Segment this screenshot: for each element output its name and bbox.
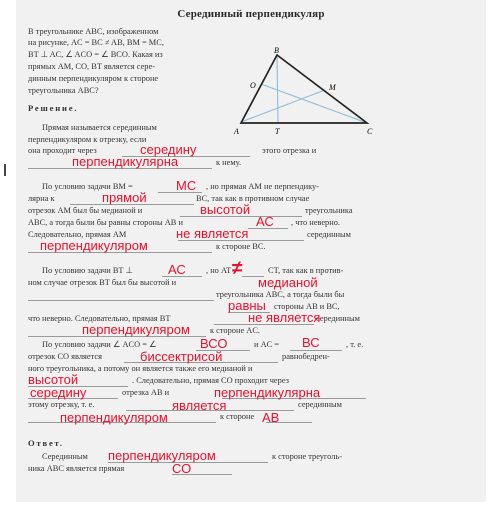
- label-m: M: [329, 83, 336, 92]
- solution-heading: Решение.: [28, 103, 79, 113]
- handwritten-answer: перпендикуляром: [82, 322, 190, 337]
- text-line: ника ABC является прямая: [28, 464, 125, 473]
- handwritten-answer: не является: [248, 310, 321, 325]
- text-line: этого отрезка и: [262, 146, 317, 155]
- text-line: лярна к: [28, 194, 55, 203]
- text-line: серединным: [307, 230, 351, 239]
- label-t: T: [275, 127, 280, 136]
- handwritten-answer: АВ: [262, 410, 280, 425]
- handwritten-answer: середину: [140, 142, 197, 157]
- handwritten-answer: ВС: [302, 335, 320, 350]
- text-line: отрезок CO является: [28, 352, 102, 361]
- text-line: что неверно. Следовательно, прямая BT: [28, 314, 171, 323]
- answer-heading: Ответ.: [28, 438, 64, 448]
- text-line: треугольника ABC, а тогда были бы: [216, 290, 345, 299]
- label-c: C: [367, 127, 373, 136]
- handwritten-answer: перпендикуляром: [40, 238, 148, 253]
- text-line: к стороне треуголь-: [272, 452, 343, 461]
- handwritten-answer: АС: [256, 214, 274, 229]
- handwritten-answer: равны: [228, 298, 266, 313]
- text-line: к нему.: [216, 158, 242, 167]
- text-line: равнобедрен-: [282, 352, 330, 361]
- text-line: ном случае отрезок BT был бы высотой и: [28, 278, 177, 287]
- triangle-abc: [241, 55, 367, 123]
- text-line: серединным: [298, 400, 342, 409]
- text-line: Серединным: [42, 452, 88, 461]
- text-line: . Следовательно, прямая CO проходит через: [132, 376, 289, 385]
- text-line: CT, так как в против-: [268, 266, 344, 275]
- textbook-page: [16, 0, 486, 502]
- handwritten-answer: ≠: [232, 258, 243, 279]
- handwritten-answer: перпендикулярна: [72, 154, 179, 169]
- text-line: По условию задачи BT ⊥: [42, 266, 133, 275]
- label-b: B: [274, 46, 279, 55]
- altitude-bt: [277, 55, 278, 123]
- handwritten-answer: не является: [176, 226, 249, 241]
- text-line: этому отрезку, т. е.: [28, 400, 95, 409]
- text-line: , но прямая AM не перпендику-: [206, 182, 319, 191]
- text-line: стороны AB и BC,: [274, 302, 340, 311]
- text-line: перпендикуляром к отрезку, если: [28, 135, 147, 144]
- problem-line: В треугольнике ABC, изображенном: [28, 27, 159, 36]
- text-line: BC, так как в противном случае: [196, 194, 310, 203]
- handwritten-answer: прямой: [102, 190, 147, 205]
- text-line: ABC, а тогда были бы равны стороны AB и: [28, 218, 183, 227]
- handwritten-answer: АС: [168, 262, 186, 277]
- handwritten-answer: высотой: [28, 372, 79, 387]
- handwritten-answer: СО: [172, 461, 192, 476]
- handwritten-answer: середину: [30, 385, 87, 400]
- label-o: O: [250, 81, 256, 90]
- problem-line: прямых AM, CO, BT является сере-: [28, 62, 155, 71]
- problem-line: динным перпендикуляром к стороне: [28, 74, 159, 83]
- label-a: A: [234, 127, 239, 136]
- triangle-figure: [230, 44, 380, 140]
- handwritten-answer: перпендикуляром: [60, 410, 168, 425]
- text-line: серединным: [316, 314, 360, 323]
- text-cursor: [4, 164, 6, 176]
- handwritten-answer: медианой: [258, 275, 318, 290]
- page-title: Серединный перпендикуляр: [177, 8, 325, 20]
- text-line: к стороне BC.: [216, 242, 266, 251]
- handwritten-answer: высотой: [200, 202, 251, 217]
- handwritten-answer: перпендикуляром: [108, 448, 216, 463]
- text-line: , что неверно.: [291, 218, 341, 227]
- handwritten-answer: МС: [176, 178, 197, 193]
- text-line: По условию задачи ∠ ACO = ∠: [42, 340, 157, 349]
- text-line: она проходит через: [28, 146, 97, 155]
- handwritten-answer: перпендикулярна: [214, 385, 321, 400]
- text-line: к стороне AC.: [210, 326, 261, 335]
- text-line: Прямая называется серединным: [42, 123, 157, 132]
- bisector-co: [261, 84, 367, 123]
- text-line: Следовательно, прямая AM: [28, 230, 127, 239]
- text-line: отрезок AM был бы медианой и: [28, 206, 143, 215]
- text-line: , но AT: [206, 266, 232, 275]
- problem-line: треугольника ABC?: [28, 86, 99, 95]
- handwritten-answer: ВСО: [200, 336, 228, 351]
- text-line: треугольника: [305, 206, 353, 215]
- text-line: и AC =: [254, 340, 280, 349]
- text-line: , т. е.: [346, 340, 364, 349]
- median-am: [241, 90, 325, 122]
- text-line: отрезка AB и: [122, 388, 170, 397]
- problem-line: на рисунке, AC = BC ≠ AB, BM = MC,: [28, 38, 164, 47]
- handwritten-answer: является: [172, 398, 227, 413]
- text-line: По условию задачи BM =: [42, 182, 133, 191]
- text-line: ного треугольника, а потому он является также его медианой и: [28, 364, 253, 373]
- text-line: к стороне: [220, 412, 255, 421]
- handwritten-answer: биссектрисой: [140, 349, 223, 364]
- problem-line: BT ⊥ AC, ∠ ACO = ∠ BCO. Какая из: [28, 50, 163, 59]
